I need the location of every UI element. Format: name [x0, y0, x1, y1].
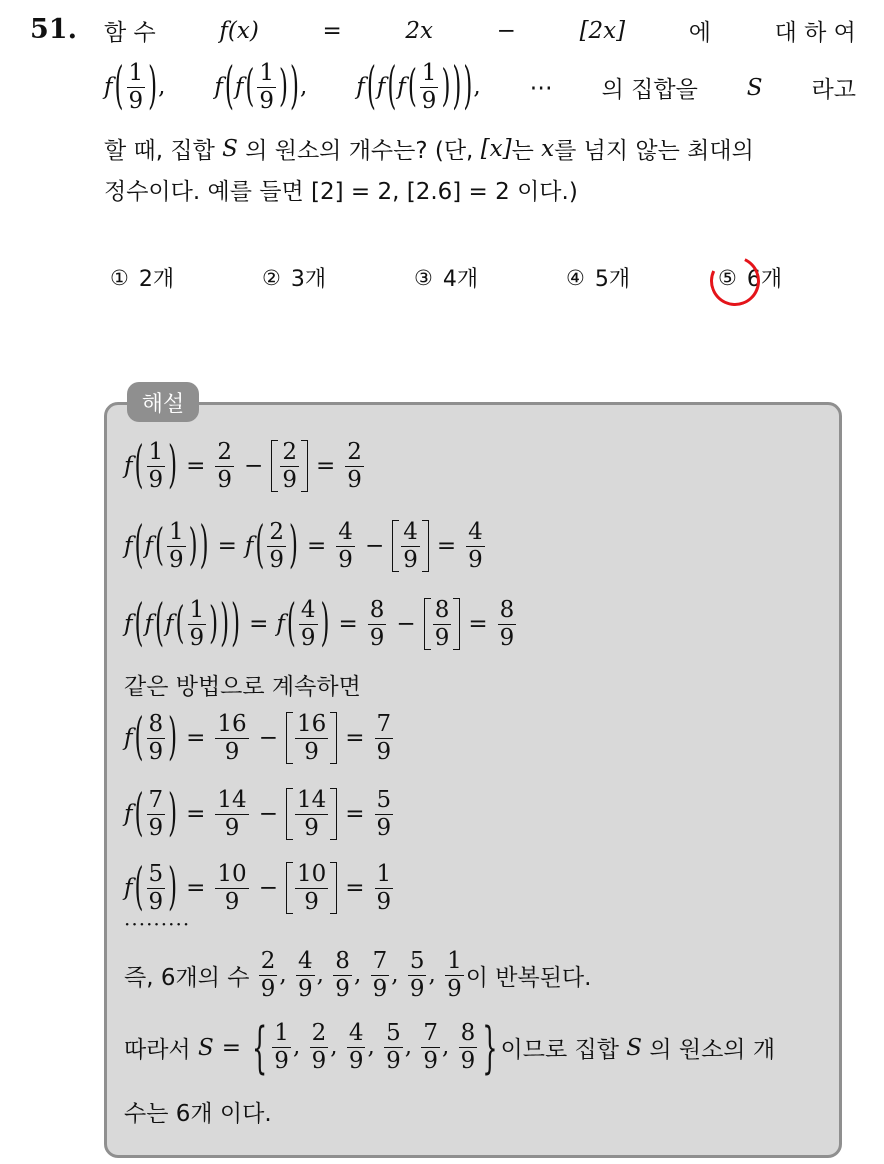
num: 1	[274, 1020, 289, 1046]
choice-label: 4개	[442, 267, 479, 292]
comma: ,	[428, 961, 444, 988]
den: 9	[189, 624, 205, 651]
choice-label: 2개	[138, 267, 175, 292]
den: 9	[304, 738, 319, 765]
den: 9	[460, 1048, 476, 1074]
num: 5	[376, 786, 392, 813]
summary-text-a: 즉, 6개의 수	[124, 965, 250, 991]
den: 9	[434, 624, 450, 651]
num: 8	[434, 596, 450, 623]
num: 1	[189, 596, 205, 623]
den: 9	[403, 546, 418, 573]
q3-s: S	[222, 135, 238, 162]
den: 9	[304, 888, 319, 915]
den: 9	[311, 1048, 327, 1074]
num: 7	[423, 1020, 438, 1046]
solution-step-2: f ( f ( $\frac{1}{9}$ ) ) = f ( $\frac{2}{9}$ ) = $\frac{4}{9}$ − $\frac{4}{9}$ = $\frac{4}{9}$	[124, 517, 483, 575]
comma: ,	[330, 1033, 345, 1060]
num: 5	[148, 860, 164, 887]
den: 9	[447, 976, 462, 1002]
comma: ,	[367, 1033, 383, 1060]
num: 2	[347, 438, 362, 465]
num: 2	[269, 518, 285, 545]
comma: ,	[353, 961, 369, 988]
num: 10	[296, 860, 327, 887]
choice-number: ②	[262, 265, 281, 290]
fraction	[272, 1022, 291, 1073]
num: 4	[298, 948, 313, 974]
den: 9	[369, 624, 385, 651]
solution-step-5: f ( $\frac{7}{9}$ ) = $\frac{14}{9}$ − $\frac{14}{9}$ = $\frac{5}{9}$	[124, 785, 392, 843]
fraction	[347, 1022, 366, 1073]
den: 9	[224, 814, 240, 841]
num: 4	[338, 518, 353, 545]
choice-number: ④	[566, 265, 585, 290]
q-eq: =	[322, 17, 342, 44]
q-fx: f(x)	[219, 17, 259, 44]
num: 8	[460, 1020, 476, 1046]
num: 2	[260, 948, 276, 974]
choice-number: ③	[414, 265, 433, 290]
den: 9	[304, 814, 319, 841]
summary-text-b: 이 반복된다.	[465, 965, 592, 991]
solution-tab: 해설	[127, 382, 199, 422]
fraction	[445, 950, 464, 1001]
fraction	[371, 950, 390, 1001]
fraction	[459, 1022, 478, 1073]
q3-c: 는	[511, 138, 534, 164]
frac-den: 9	[259, 88, 275, 114]
num: 8	[148, 710, 164, 737]
fraction	[421, 1022, 440, 1073]
num: 4	[403, 518, 418, 545]
den: 9	[148, 888, 164, 915]
den: 9	[298, 976, 313, 1002]
den: 9	[409, 976, 425, 1002]
choice-5[interactable]	[718, 262, 782, 293]
num: 4	[300, 596, 316, 623]
num: 8	[499, 596, 515, 623]
summary-fractions	[257, 950, 466, 1001]
q-daehayeo: 대 하 여	[774, 20, 856, 46]
den: 9	[169, 546, 184, 573]
den: 9	[376, 738, 392, 765]
num: 7	[372, 948, 388, 974]
fraction	[384, 1022, 403, 1073]
comma: ,	[391, 961, 406, 988]
num: 5	[409, 948, 425, 974]
num: 7	[376, 710, 392, 737]
num: 2	[282, 438, 297, 465]
comma: ,	[442, 1033, 457, 1060]
choice-label: 5개	[594, 267, 631, 292]
solution-step-1: f ( $\frac{1}{9}$ ) = $\frac{2}{9}$ − $\frac{2}{9}$ = $\frac{2}{9}$	[124, 437, 362, 495]
question-number: 51.	[30, 14, 77, 45]
num: 8	[369, 596, 385, 623]
den: 9	[347, 466, 362, 493]
q3-x: x	[541, 135, 555, 162]
den: 9	[224, 888, 240, 915]
choice-2[interactable]	[262, 262, 326, 293]
ellipsis: ⋯	[529, 74, 553, 101]
frac-den: 9	[128, 88, 144, 114]
num: 10	[217, 860, 247, 887]
num: 2	[217, 438, 233, 465]
den: 9	[148, 466, 164, 493]
den: 9	[372, 976, 388, 1002]
q-minus: −	[496, 17, 516, 44]
expr-f3: f(f(f( $\frac{1}{9}$ ))),	[356, 57, 481, 116]
choice-3[interactable]	[414, 262, 478, 293]
den: 9	[148, 814, 164, 841]
num: 5	[386, 1020, 401, 1046]
den: 9	[274, 1048, 289, 1074]
num: 4	[468, 518, 483, 545]
conclusion-text-b: 이므로 집합	[500, 1037, 619, 1063]
den: 9	[468, 546, 483, 573]
frac-den: 9	[421, 88, 437, 114]
choice-4[interactable]	[566, 262, 630, 293]
num: 1	[447, 948, 462, 974]
choice-number: ⑤	[718, 265, 737, 290]
solution-summary	[124, 950, 591, 1001]
den: 9	[376, 814, 392, 841]
comma: ,	[279, 961, 295, 988]
answer-choices	[110, 262, 810, 298]
q-floor-2x: [2x]	[579, 17, 626, 44]
expr-f2: f(f( $\frac{1}{9}$ )),	[214, 57, 308, 116]
q-e: 에	[688, 20, 711, 46]
solution-conclusion-end: 수는 6개 이다.	[124, 1101, 272, 1127]
comma: ,	[316, 961, 332, 988]
conclusion-s-2: S	[626, 1034, 643, 1061]
conclusion-fractions	[270, 1022, 479, 1073]
den: 9	[300, 624, 316, 651]
solution-step-4: f ( $\frac{8}{9}$ ) = $\frac{16}{9}$ − $\frac{16}{9}$ = $\frac{7}{9}$	[124, 709, 392, 767]
conclusion-s: S	[197, 1034, 214, 1061]
den: 9	[376, 888, 392, 915]
den: 9	[148, 738, 164, 765]
num: 16	[217, 710, 247, 737]
den: 9	[282, 466, 297, 493]
frac-num: 1	[128, 60, 144, 86]
frac-num: 1	[259, 60, 275, 86]
solution-dots: ·········	[124, 912, 191, 936]
den: 9	[338, 546, 353, 573]
conclusion-text-c: 의 원소의 개	[649, 1037, 776, 1063]
fraction	[310, 1022, 329, 1073]
num: 1	[376, 860, 392, 887]
fraction	[333, 950, 352, 1001]
den: 9	[260, 976, 276, 1002]
num: 7	[148, 786, 164, 813]
num: 14	[296, 786, 327, 813]
den: 9	[423, 1048, 438, 1074]
den: 9	[499, 624, 515, 651]
q3-a: 할 때, 집합	[104, 138, 215, 164]
num: 1	[169, 518, 184, 545]
answer-circle-mark-icon	[703, 249, 767, 313]
q-set-word: 의 집합을	[601, 77, 698, 103]
q-word-hamsu: 함 수	[104, 20, 156, 46]
comma: ,	[292, 1033, 308, 1060]
den: 9	[224, 738, 240, 765]
fraction	[408, 950, 427, 1001]
num: 1	[148, 438, 164, 465]
comma: ,	[404, 1033, 420, 1060]
q3-b: 의 원소의 개수는? (단,	[245, 138, 474, 164]
question-line-2	[104, 57, 856, 116]
num: 4	[348, 1020, 364, 1046]
q3-bracket: [x]	[480, 135, 512, 162]
den: 9	[386, 1048, 401, 1074]
q-rago: 라고	[811, 77, 856, 103]
question-line-4: 정수이다. 예를 들면 [2] = 2, [2.6] = 2 이다.)	[104, 179, 578, 205]
den: 9	[348, 1048, 364, 1074]
solution-step-6: f ( $\frac{5}{9}$ ) = $\frac{10}{9}$ − $\frac{10}{9}$ = $\frac{1}{9}$	[124, 859, 392, 917]
fraction	[259, 950, 278, 1001]
choice-label: 6개	[746, 267, 783, 292]
fraction	[296, 950, 315, 1001]
den: 9	[269, 546, 285, 573]
num: 14	[217, 786, 247, 813]
solution-step-3: f ( f ( f ( $\frac{1}{9}$ ) ) ) = f ( $\frac{4}{9}$ ) = $\frac{8}{9}$ − $\frac{8}{9}$ = $\frac{8}{9}$	[124, 595, 515, 653]
num: 16	[296, 710, 327, 737]
den: 9	[335, 976, 350, 1002]
question-line-1	[104, 14, 856, 47]
choice-1[interactable]	[110, 262, 174, 293]
solution-conclusion: 따라서 S = { $\frac{1}{9}$ , $\frac{2}{9}$ , $\frac{4}{9}$ , $\frac{5}{9}$ , $\frac{7}{9}$ , $\frac{8}{9}$ } 이므로 집합 S 의 원소의 개	[124, 1015, 776, 1080]
solution-continue-text: 같은 방법으로 계속하면	[124, 674, 361, 700]
choice-label: 3개	[290, 267, 327, 292]
den: 9	[217, 466, 233, 493]
q3-d: 를 넘지 않는 최대의	[554, 138, 754, 164]
num: 2	[311, 1020, 327, 1046]
choice-number: ①	[110, 265, 129, 290]
expr-f1: f( $\frac{1}{9}$ ),	[104, 57, 166, 116]
frac-num: 1	[421, 60, 437, 86]
question-line-3	[104, 132, 754, 165]
q-2x: 2x	[405, 17, 433, 44]
num: 8	[335, 948, 350, 974]
conclusion-text-a: 따라서	[124, 1037, 191, 1063]
q-set-s: S	[746, 74, 763, 101]
